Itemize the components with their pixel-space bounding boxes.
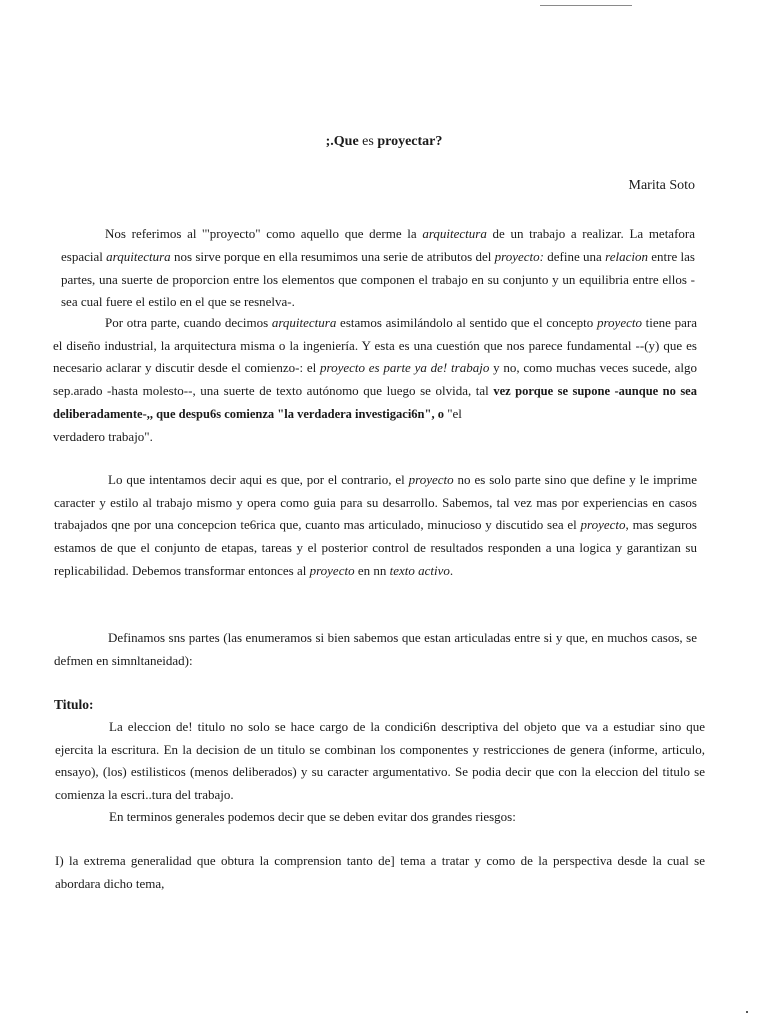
text-run: Por otra parte, cuando decimos — [105, 315, 272, 330]
text-run: relacion — [605, 248, 648, 264]
paragraph-1 — [61, 223, 695, 314]
paragraph-5-text: La eleccion de! titulo no solo se hace cargo de la condici6n descriptiva del objeto que va a estudiar sino que ejercita la escritura. En la decision de un titulo se combinan los componentes y restricciones de genera (informe, articulo, ensayo), (los) estilisticos (menos deliberados) y su caracter argumentativo. Se podia decir que con la eleccion del titulo se comienza la escri..tura del trabajo. — [55, 719, 705, 803]
text-run: arquitectura — [106, 248, 171, 264]
text-run: define una — [543, 248, 606, 264]
document-title — [0, 134, 768, 150]
text-run: proyecto es parte ya de! trabajo — [320, 360, 490, 376]
text-run: de un trabajo a realizar. La metafora espacial — [61, 226, 696, 264]
title-word-es: es — [362, 134, 374, 149]
text-run: y no, como muchas veces sucede, algo sep.arado -hasta molesto--, una suerte de texto autónomo que luego se olvida, tal — [53, 360, 697, 399]
text-run: vez porque se supone -aunque no sea deliberadamente-,, que despu6s comienza "la verdadera investigaci6n", o — [53, 384, 697, 421]
title-word-que: Que — [333, 134, 359, 149]
text-run: arquitectura — [271, 315, 337, 330]
title-prefix: ;. — [325, 134, 334, 149]
paragraph-5 — [55, 716, 705, 807]
scan-speck — [746, 1011, 748, 1013]
title-word-proyectar: proyectar? — [377, 134, 443, 149]
text-run: arquitectura — [422, 226, 487, 241]
text-run: nos sirve porque en ella resumimos una serie de atributos del — [170, 248, 495, 264]
text-run: proyecto — [580, 517, 626, 533]
text-run: Nos referimos al '"proyecto" como aquello que derme la — [105, 226, 423, 241]
text-run: no es solo parte sino que define y le imprime caracter y estilo al trabajo mismo y opera como guia para su desarrollo. Sabemos, tal vez mas por experiencias en casos trabajados qne por una concepcion te6rica que, cuanto mas articulado, minucioso y discutido sea el — [54, 472, 697, 533]
text-run: , mas seguros estamos de que el conjunto de etapas, tareas y el posterior control de resultados responden a una logica y garantizan su replicabilidad. Debemos transformar entonces al — [54, 517, 697, 578]
text-run: estamos asimilándolo al sentido que el concepto — [336, 315, 597, 330]
text-run: entre las partes, una suerte de proporcion entre los elementos que componen el trabajo en su conjunto y un equilibria entre ellos -sea cual fuere el estilo en el que se resnelva-. — [61, 248, 695, 310]
text-run: . — [449, 562, 454, 578]
scan-line-mark — [540, 5, 632, 6]
text-run: en nn — [354, 562, 390, 578]
paragraph-2 — [53, 312, 697, 448]
paragraph-4-text: Definamos sns partes (las enumeramos si bien sabemos que estan articuladas entre si y que, en muchos casos, se defmen en simnltaneidad): — [54, 630, 697, 668]
text-run: proyecto — [309, 562, 355, 578]
text-run: proyecto: — [494, 248, 544, 264]
text-run: proyecto — [408, 472, 454, 487]
paragraph-6: En terminos generales podemos decir que se deben evitar dos grandes riesgos: — [109, 809, 516, 824]
text-run: verdadero trabajo". — [53, 428, 153, 444]
text-run: tiene para el diseño industrial, la arquitectura misma o la ingeniería. Y esta es una cuestión que nos parece fundamental --(y) que es necesario aclarar y discutir desde el comienzo-: el — [53, 315, 697, 376]
section-heading-titulo: Titulo: — [54, 697, 94, 712]
text-run: "el — [443, 405, 462, 421]
text-run: Lo que intentamos decir aqui es que, por el contrario, el — [108, 472, 409, 487]
paragraph-4 — [54, 627, 697, 672]
paragraph-7: I) la extrema generalidad que obtura la comprension tanto de] tema a tratar y como de la perspectiva desde la cual se abordara dicho tema, — [55, 853, 705, 891]
paragraph-3 — [54, 469, 697, 583]
text-run: proyecto — [596, 315, 642, 330]
text-run: texto activo — [389, 562, 450, 578]
author-name: Marita Soto — [628, 178, 695, 193]
